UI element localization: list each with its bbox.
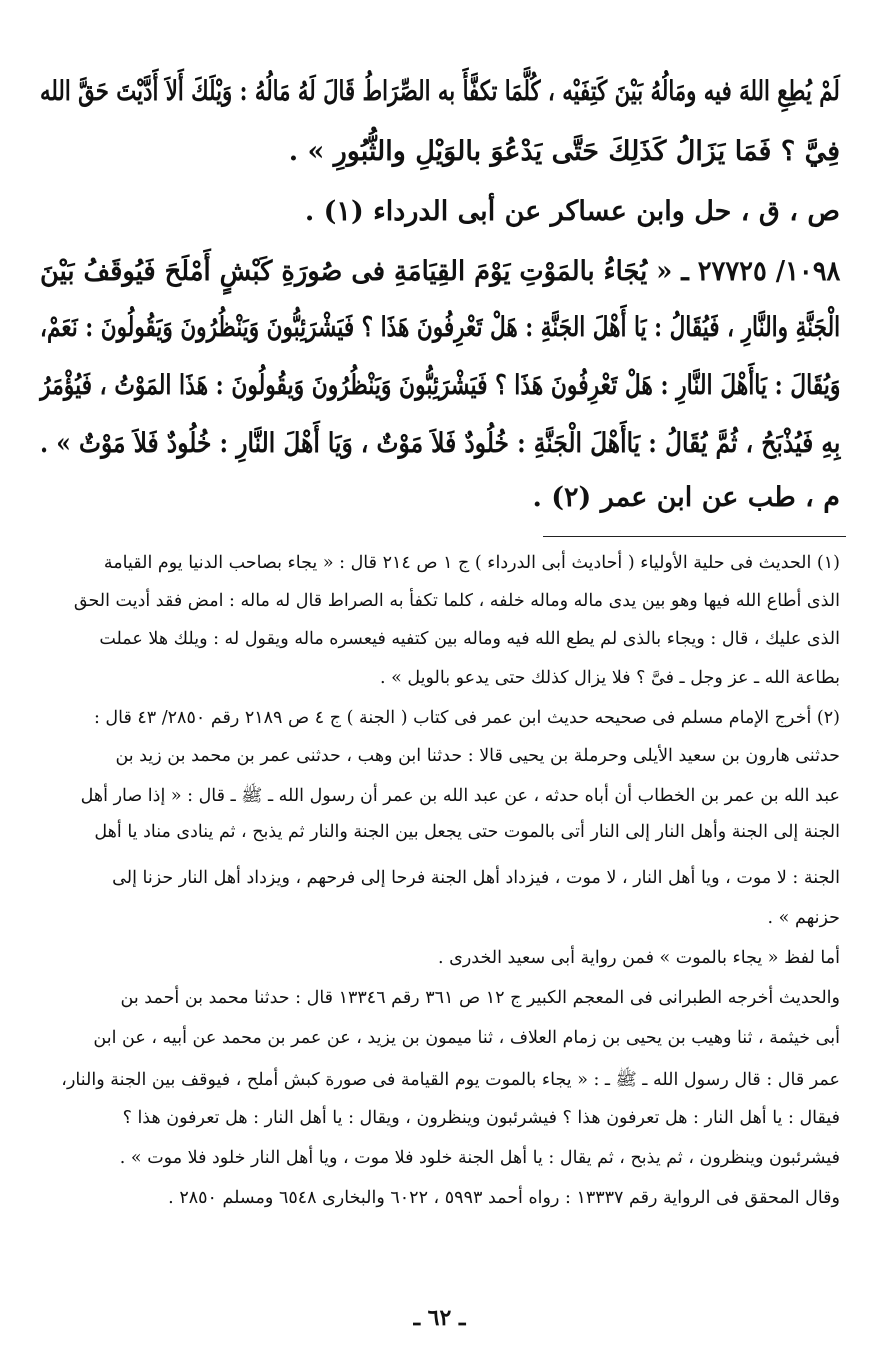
hadith-line: وَيُقَالَ : يَاأَهْلَ النَّارِ : هَلْ تَعْرِفُونَ هَذَا ؟ فَيَشْرَئِبُّونَ وَيَنْظُرُونَ وَيقُولُونَ : هَذَا المَوْتُ ، فَيُؤْمَرُ	[39, 370, 840, 401]
footnote-line: الذى عليك ، قال : ويجاء بالذى لم يطع الله فيه وماله بين كتفيه فيعسره ماله ويقول له : ويلك هلا عملت	[99, 629, 840, 649]
footnote-line: حدثنى هارون بن سعيد الأيلى وحرملة بن يحيى قالا : حدثنا ابن وهب ، حدثنى عمر بن محمد بن زيد بن	[115, 746, 840, 766]
footnote-line: بطاعة الله ـ عز وجل ـ فىَّ ؟ فلا يزال كذلك حتى يدعو بالويل » .	[379, 668, 840, 688]
hadith-line: بِهِ فَيُذْبَحُ ، ثُمَّ يُقَالُ : يَاأَهْلَ الْجَنَّةِ : خُلُودٌ فَلاَ مَوْتٌ ، وَيَا أَهْلَ النَّارِ : خُلُودٌ فَلاَ مَوْتٌ » .	[39, 428, 840, 459]
footnote-line: الجنة : لا موت ، ويا أهل النار ، لا موت ، فيزداد أهل الجنة فرحا إلى فرحهم ، ويزداد أهل النار حزنا إلى	[112, 868, 840, 888]
footnote-divider	[543, 536, 846, 537]
footnote-line: (٢) أخرج الإمام مسلم فى صحيحه حديث ابن عمر فى كتاب ( الجنة ) ج ٤ ص ٢١٨٩ رقم ٢٨٥٠/ ٤٣ قال :	[93, 708, 840, 728]
footnote-line: والحديث أخرجه الطبرانى فى المعجم الكبير ج ١٢ ص ٣٦١ رقم ١٣٣٤٦ قال : حدثنا محمد بن أحمد بن	[120, 988, 840, 1008]
footnote-line: فيقال : يا أهل النار : هل تعرفون هذا ؟ فيشرئبون وينظرون ، ويقال : يا أهل النار : هل تعرفون هذا ؟	[122, 1108, 840, 1128]
footnote-line: عمر قال : قال رسول الله ـ ﷺ ـ : « يجاء بالموت يوم القيامة فى صورة كبش أملح ، فيوقف بين الجنة والنار،	[61, 1070, 840, 1090]
footnote-line: الجنة إلى الجنة وأهل النار إلى النار أتى بالموت حتى يجعل بين الجنة والنار ثم يذبح ، ثم ينادى مناد يا أهل	[94, 822, 840, 842]
hadith-line: لَمْ يُطِعِ اللهَ فيه ومَالُهُ بَيْنَ كَتِفَيْه ، كُلَّمَا تكفَّأَ به الصِّرَاطُ قَالَ لَهُ مَالُهُ : وَيْلَكَ أَلاَ أَدَّيْتَ حَقَّ الله	[40, 76, 840, 107]
footnote-line: (١) الحديث فى حلية الأولياء ( أحاديث أبى الدرداء ) ج ١ ص ٢١٤ قال : « يجاء بصاحب الدنيا يوم القيامة	[103, 553, 840, 573]
hadith-line: فِيَّ ؟ فَمَا يَزَالُ كَذَلِكَ حَتَّى يَدْعُوَ بالوَيْلِ والثُّبُورِ » .	[288, 136, 840, 167]
footnote-line: حزنهم » .	[767, 908, 840, 928]
footnote-line: فيشرئبون وينظرون ، ثم يذبح ، ثم يقال : يا أهل الجنة خلود فلا موت ، ويا أهل النار خلود فلا موت » .	[119, 1148, 840, 1168]
footnote-line: أما لفظ « يجاء بالموت » فمن رواية أبى سعيد الخدرى .	[438, 948, 840, 968]
hadith-line: الْجَنَّةِ والنَّارِ ، فَيُقَالُ : يَا أَهْلَ الجَنَّةِ : هَلْ تَعْرِفُونَ هَذَا ؟ فَيَشْرَئِبُّونَ وَيَنْظُرُونَ وَيَقُولُونَ : نَعَمْ،	[39, 312, 840, 343]
footnote-line: أبى خيثمة ، ثنا وهيب بن يحيى بن زمام العلاف ، ثنا ميمون بن يزيد ، عن عمر بن محمد عن أبيه ، عن ابن	[93, 1028, 840, 1048]
footnote-line: وقال المحقق فى الرواية رقم ١٣٣٣٧ : رواه أحمد ٥٩٩٣ ، ٦٠٢٢ والبخارى ٦٥٤٨ ومسلم ٢٨٥٠ .	[168, 1188, 840, 1208]
footnote-line: عبد الله بن عمر بن الخطاب أن أباه حدثه ، عن عبد الله بن عمر أن رسول الله ـ ﷺ ـ قال : « إذا صار أهل	[80, 786, 840, 806]
source-line: م ، طب عن ابن عمر (٢) .	[532, 482, 840, 513]
source-line: ص ، ق ، حل وابن عساكر عن أبى الدرداء (١) .	[304, 196, 840, 227]
footnote-line: الذى أطاع الله فيها وهو بين يدى ماله وماله خلفه ، كلما تكفأ به الصراط قال له ماله : امض فقد أديت الحق	[73, 591, 840, 611]
hadith-line: ١٠٩٨/ ٢٧٧٢٥ ـ « يُجَاءُ بالمَوْتِ يَوْمَ القِيَامَةِ فى صُورَةِ كَبْشٍ أَمْلَحَ فَيُوقَفُ بَيْنَ	[39, 256, 840, 287]
page-number: ـ ٦٢ ـ	[413, 1305, 466, 1331]
